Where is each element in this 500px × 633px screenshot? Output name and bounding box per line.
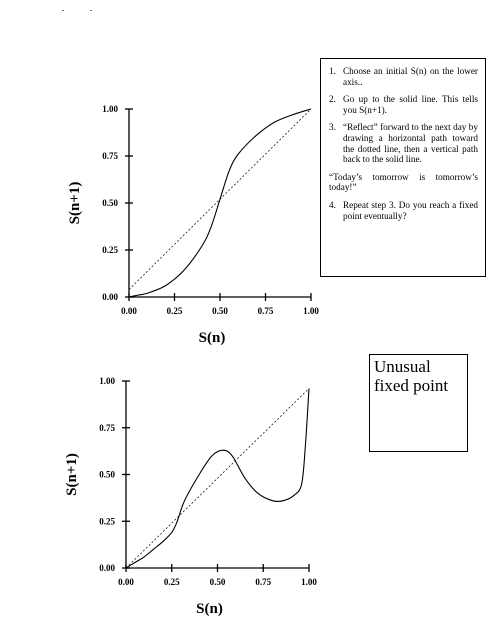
y-tick-label: 0.75 [99, 422, 115, 433]
step-text: Choose an initial S(n) on the lower axis.. [343, 66, 478, 87]
instruction-step-3 [329, 122, 478, 164]
instruction-step-2 [329, 94, 478, 115]
quote-text: “Today’s tomorrow is tomorrow’s today!” [329, 171, 478, 193]
x-tick-label: 0.00 [121, 306, 137, 316]
x-tick-label: 0.25 [163, 577, 180, 587]
step-number: 3. [329, 122, 336, 133]
note-text: Unusual fixed point [374, 357, 449, 395]
step-number: 1. [329, 66, 336, 76]
y-tick-label: 0.25 [102, 245, 118, 255]
x-axis-title: S(n) [196, 601, 223, 617]
y-tick-label: 1.00 [102, 104, 118, 114]
y-tick-label: 0.50 [99, 469, 115, 480]
y-tick-label: 0.00 [102, 292, 118, 302]
x-tick-label: 0.00 [118, 577, 134, 587]
x-tick-label: 0.50 [209, 577, 226, 587]
step-number: 4. [329, 199, 336, 210]
x-tick-label: 0.75 [257, 306, 274, 316]
instructions-box [320, 58, 486, 277]
x-tick-label: 0.75 [255, 577, 272, 587]
x-axis-title: S(n) [198, 330, 226, 346]
y-tick-label: 0.00 [99, 563, 115, 573]
y-tick-label: 0.25 [99, 516, 115, 527]
step-text: Go up to the solid line. This tells you S(n+1). [343, 94, 478, 115]
x-tick-label: 1.00 [301, 577, 317, 587]
x-tick-label: 1.00 [303, 306, 319, 316]
y-axis-title: S(n+1) [67, 181, 83, 225]
y-tick-label: 0.75 [102, 151, 118, 161]
x-tick-label: 0.25 [166, 306, 183, 316]
diagonal-dotted-line [126, 388, 309, 568]
step-text: “Reflect” forward to the next day by drawing a horizontal path toward the dotted line, then a vertical path back to the solid line. [343, 122, 478, 165]
y-tick-label: 0.50 [102, 198, 118, 208]
y-tick-label: 1.00 [99, 376, 115, 386]
step-text: Repeat step 3. Do you reach a fixed point eventually? [343, 199, 478, 221]
y-axis-title: S(n+1) [64, 453, 80, 496]
x-tick-label: 0.50 [212, 306, 228, 316]
instruction-step-4 [329, 200, 478, 221]
step-number: 2. [329, 94, 336, 105]
unusual-fixed-point-note [369, 354, 468, 452]
instruction-step-1 [329, 66, 478, 87]
